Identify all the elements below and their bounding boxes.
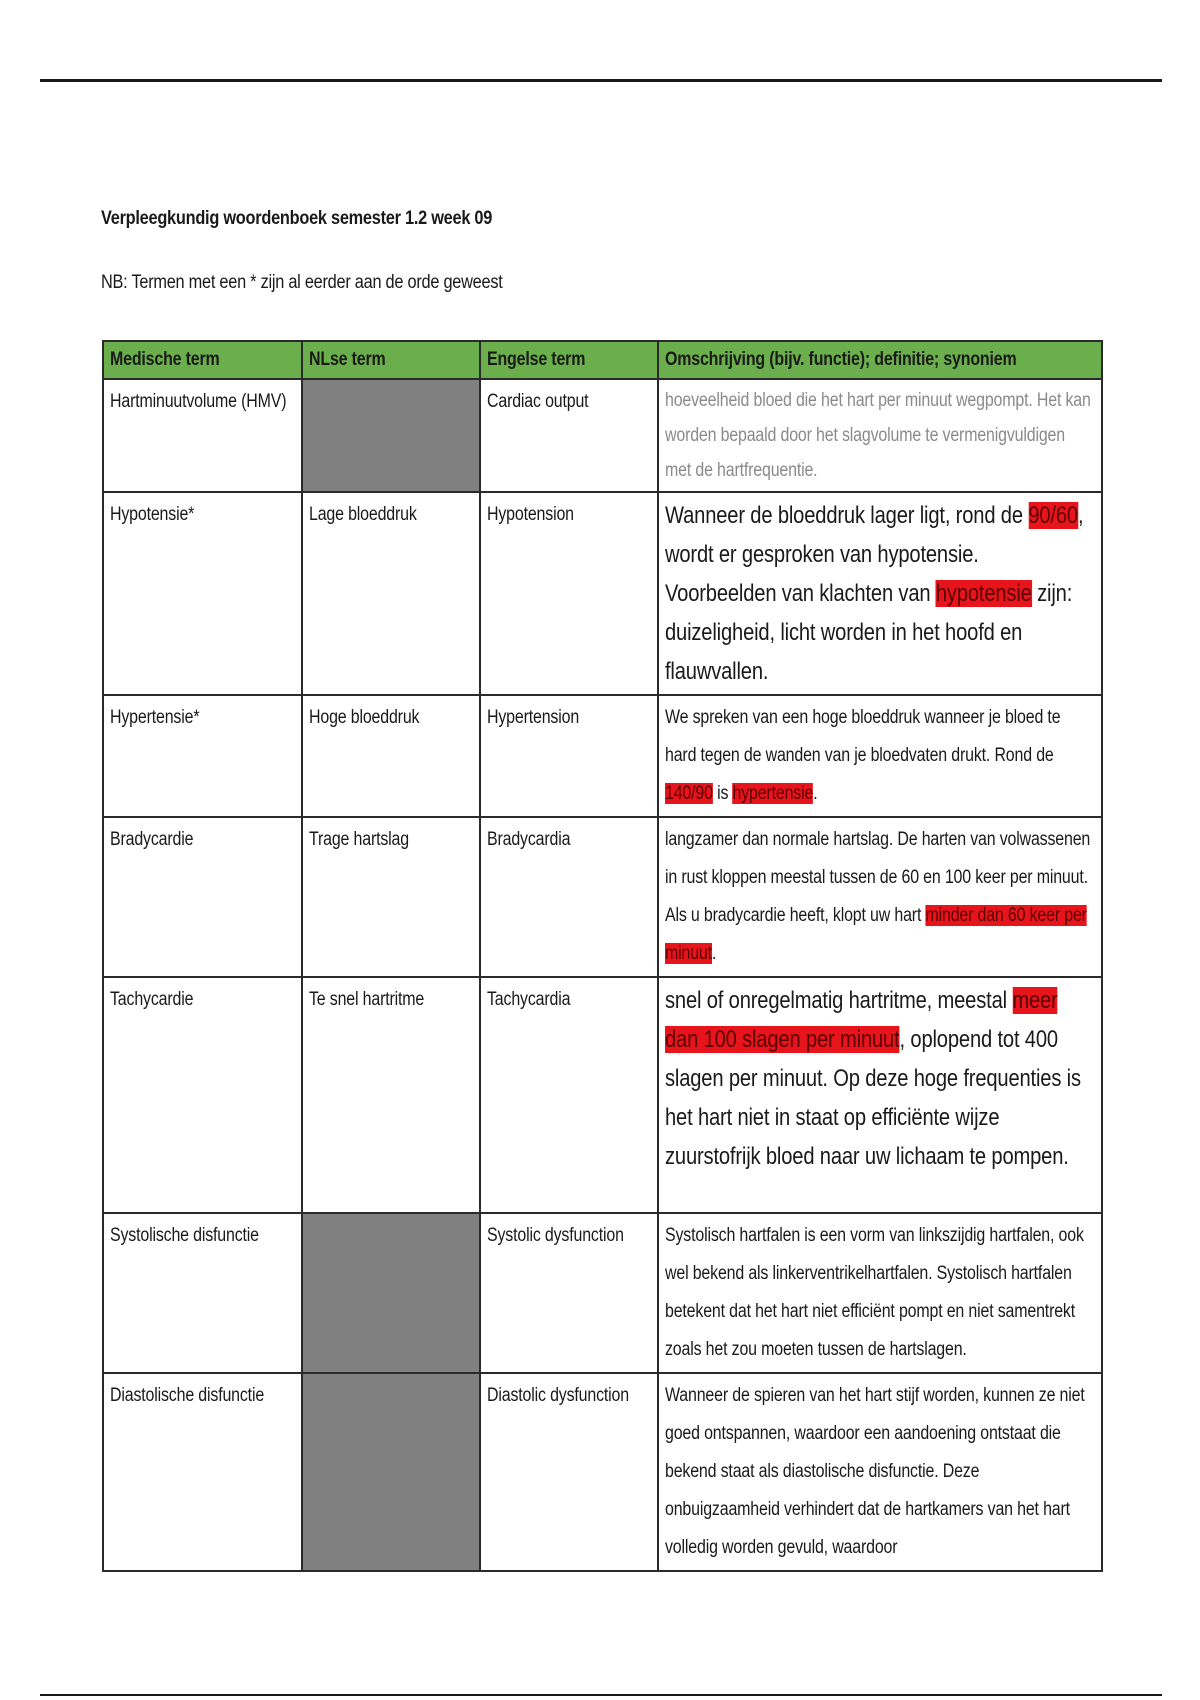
cell-description xyxy=(658,379,1102,492)
cell-dutch-term-empty xyxy=(302,379,480,492)
description-text: hoeveelheid bloed die het hart per minuut wegpompt. Het kan worden bepaald door het slagvolume te vermenigvuldigen met de hartfrequentie. xyxy=(665,390,1091,481)
cell-dutch-term: Trage hartslag xyxy=(302,817,480,977)
cell-medical-term: Bradycardie xyxy=(103,817,302,977)
cell-medical-term: Hartminuutvolume (HMV) xyxy=(103,379,302,492)
table-header-row xyxy=(103,341,1102,379)
highlighted-text: hypotensie xyxy=(935,580,1032,607)
description-text: Wanneer de spieren van het hart stijf worden, kunnen ze niet goed ontspannen, waardoor een aandoening ontstaat die bekend staat als diastolische disfunctie. Deze onbuigzaamheid verhindert dat de hartkamers van het hart volledig worden gevuld, waardoor xyxy=(665,1385,1085,1558)
description-text: . xyxy=(813,783,818,804)
cell-dutch-term: Hoge bloeddruk xyxy=(302,695,480,817)
cell-description xyxy=(658,1213,1102,1373)
header-english-term: Engelse term xyxy=(480,341,658,379)
highlighted-text: minder dan 60 keer per minuut xyxy=(665,905,1087,964)
table-row xyxy=(103,817,1102,977)
cell-description xyxy=(658,492,1102,695)
cell-english-term: Hypertension xyxy=(480,695,658,817)
cell-english-term: Tachycardia xyxy=(480,977,658,1213)
cell-medical-term: Hypertensie* xyxy=(103,695,302,817)
highlighted-text: 90/60 xyxy=(1028,502,1078,529)
table-row xyxy=(103,1213,1102,1373)
page-title: Verpleegkundig woordenboek semester 1.2 week 09 xyxy=(101,208,493,229)
description-text: zijn: duizeligheid, licht worden in het hoofd en flauwvallen. xyxy=(665,580,1073,685)
description-text: Systolisch hartfalen is een vorm van linkszijdig hartfalen, ook wel bekend als linkerventrikelhartfalen. Systolisch hartfalen betekent dat het hart niet efficiënt pompt en niet samentrekt zoals het zou moeten tussen de hartslagen. xyxy=(665,1225,1084,1360)
highlighted-text: meer dan 100 slagen per minuut xyxy=(665,987,1058,1053)
cell-medical-term: Diastolische disfunctie xyxy=(103,1373,302,1571)
header-rule xyxy=(40,79,1162,82)
cell-english-term: Diastolic dysfunction xyxy=(480,1373,658,1571)
table-row xyxy=(103,695,1102,817)
cell-description xyxy=(658,695,1102,817)
cell-description xyxy=(658,817,1102,977)
table-row xyxy=(103,1373,1102,1571)
header-medical-term: Medische term xyxy=(103,341,302,379)
description-text: Wanneer de bloeddruk lager ligt, rond de xyxy=(665,502,1029,529)
header-description: Omschrijving (bijv. functie); definitie; synoniem xyxy=(658,341,1102,379)
description-text: , oplopend tot 400 slagen per minuut. Op deze hoge frequenties is het hart niet in staat op efficiënte wijze zuurstofrijk bloed naar uw lichaam te pompen. xyxy=(665,1026,1081,1170)
cell-dutch-term: Te snel hartritme xyxy=(302,977,480,1213)
cell-description xyxy=(658,1373,1102,1571)
description-text: . xyxy=(711,943,717,964)
footer-rule xyxy=(40,1694,1162,1696)
cell-english-term: Hypotension xyxy=(480,492,658,695)
header-dutch-term: NLse term xyxy=(302,341,480,379)
table-row xyxy=(103,977,1102,1213)
description-text: , wordt er gesproken van hypotensie. Voorbeelden van klachten van xyxy=(665,502,1084,607)
cell-english-term: Systolic dysfunction xyxy=(480,1213,658,1373)
description-text: langzamer dan normale hartslag. De harten van volwassenen in rust kloppen meestal tussen de 60 en 100 keer per minuut. Als u bradycardie heeft, klopt uw hart xyxy=(665,829,1091,926)
description-text: snel of onregelmatig hartritme, meestal xyxy=(665,987,1013,1014)
cell-dutch-term-empty xyxy=(302,1213,480,1373)
highlighted-text: 140/90 xyxy=(665,783,713,804)
cell-medical-term: Systolische disfunctie xyxy=(103,1213,302,1373)
cell-english-term: Cardiac output xyxy=(480,379,658,492)
highlighted-text: hypertensie xyxy=(732,783,814,804)
description-text: We spreken van een hoge bloeddruk wanneer je bloed te hard tegen de wanden van je bloedvaten drukt. Rond de xyxy=(665,707,1061,766)
table-row xyxy=(103,492,1102,695)
cell-dutch-term-empty xyxy=(302,1373,480,1571)
cell-medical-term: Tachycardie xyxy=(103,977,302,1213)
cell-description xyxy=(658,977,1102,1213)
table-row xyxy=(103,379,1102,492)
description-text: is xyxy=(712,783,733,804)
cell-english-term: Bradycardia xyxy=(480,817,658,977)
cell-medical-term: Hypotensie* xyxy=(103,492,302,695)
note-text: NB: Termen met een * zijn al eerder aan de orde geweest xyxy=(101,272,503,293)
cell-dutch-term: Lage bloeddruk xyxy=(302,492,480,695)
glossary-table xyxy=(102,340,1103,1572)
